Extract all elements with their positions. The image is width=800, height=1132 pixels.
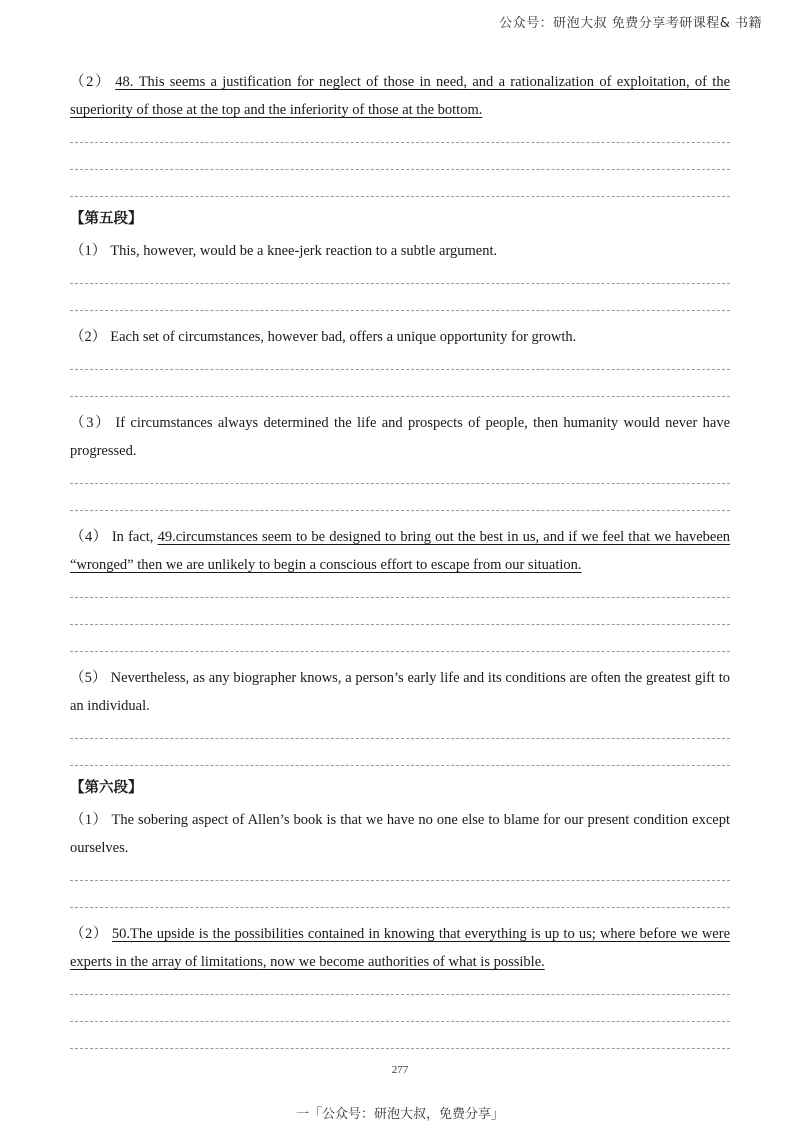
page-number: 277	[391, 1064, 409, 1076]
sentence-number: （2）	[70, 926, 108, 942]
footer-watermark: 一「公众号：研泡大叔，免费分享」	[295, 1107, 504, 1122]
sentence-number: （4）	[70, 529, 108, 545]
underlined-sentence: 49.circumstances seem to be designed to bring out the best in us, and if we feel that we havebeen “wronged” then we are unlikely to begin a conscious effort to escape from our situation.	[70, 529, 731, 573]
underlined-sentence: 48. This seems a justification for neglect of those in need, and a rationalization of exploitation, of the superiority of those at the top and the inferiority of those at the bottom.	[70, 74, 731, 118]
sentence-text: This, however, would be a knee-jerk reaction to a subtle argument.	[110, 243, 498, 259]
sentence-number: （2）	[70, 329, 107, 345]
sentence-text: The sobering aspect of Allen’s book is that we have no one else to blame for our present condition except ourselves.	[70, 812, 731, 856]
sentence-number: （5）	[70, 670, 107, 686]
sentence-text: Nevertheless, as any biographer knows, a person’s early life and its conditions are often the greatest gift to an individual.	[70, 670, 730, 714]
worksheet-content	[70, 68, 730, 1049]
paragraph-6-sentence-2	[70, 920, 730, 976]
header-watermark: 公众号：研泡大叔 免费分享考研课程& 书籍	[499, 16, 762, 31]
paragraph-4-sentence-2	[70, 68, 730, 124]
paragraph-5-sentence-3	[70, 409, 730, 465]
paragraph-6-sentence-1	[70, 806, 730, 862]
section-6-title: 【第六段】	[70, 780, 143, 796]
paragraph-5-sentence-4	[70, 523, 730, 579]
sentence-text: Each set of circumstances, however bad, offers a unique opportunity for growth.	[110, 329, 577, 345]
sentence-number: （1）	[70, 812, 108, 828]
sentence-number: （1）	[70, 243, 107, 259]
sentence-lead: In fact,	[111, 529, 158, 545]
sentence-number: （2）	[70, 74, 112, 90]
sentence-text: If circumstances always determined the life and prospects of people, then humanity would never have progressed.	[70, 415, 731, 459]
paragraph-5-sentence-5	[70, 664, 730, 720]
paragraph-5-sentence-2	[70, 323, 730, 351]
answer-line	[70, 1048, 730, 1049]
sentence-number: （3）	[70, 415, 112, 431]
paragraph-5-sentence-1	[70, 237, 730, 265]
underlined-sentence: 50.The upside is the possibilities contained in knowing that everything is up to us; where before we were experts in the array of limitations, now we become authorities of what is possible.	[70, 926, 730, 970]
section-5-title: 【第五段】	[70, 211, 143, 227]
